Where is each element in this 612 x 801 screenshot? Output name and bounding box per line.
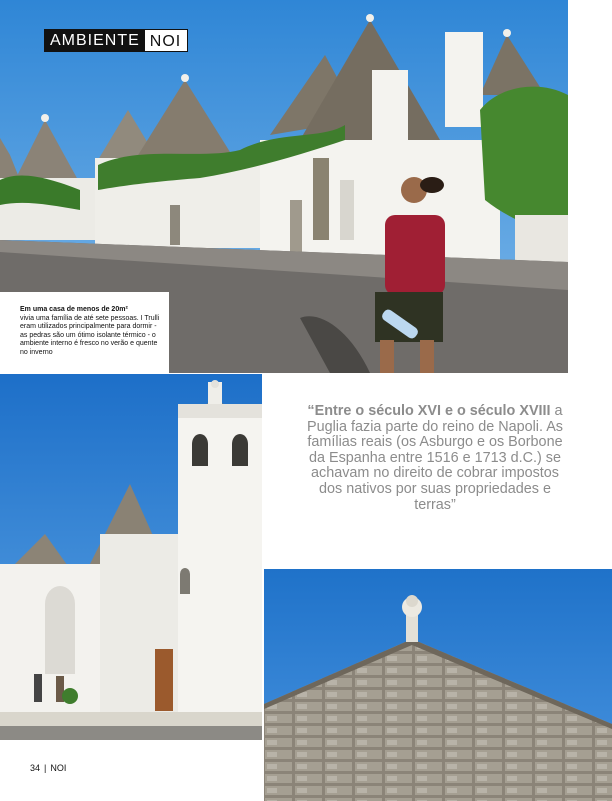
trullo-roof-photo: [264, 569, 612, 801]
footer-magazine: NOI: [50, 763, 67, 773]
caption-title: Em uma casa de menos de 20m²: [20, 306, 128, 313]
page-footer: [30, 763, 66, 773]
quote-bold: “Entre o século XVI e o século XVIII: [307, 403, 551, 419]
footer-separator: |: [44, 763, 47, 773]
pull-quote: [302, 404, 568, 513]
quote-regular: a Puglia fazia parte do reino de Napoli. As famílias reais (os Asburgo e os Borbone da Espanha entre 1516 e 1713 d.C.) se achavam no direito de cobrar impostos dos nativos por suas propriedades e terras”: [307, 403, 563, 513]
church-photo: [0, 374, 262, 740]
photo-caption: [0, 292, 169, 373]
section-label: AMBIENTE: [44, 29, 145, 52]
magazine-label: NOI: [145, 29, 188, 52]
section-header: [44, 29, 188, 52]
caption-body: vivia uma família de até sete pessoas. I Trulli eram utilizados principalmente para dormir - as pedras são um ótimo isolante térmico - o ambiente interno é fresco no verão e quente no inverno: [20, 314, 160, 356]
page-number: 34: [30, 763, 41, 773]
